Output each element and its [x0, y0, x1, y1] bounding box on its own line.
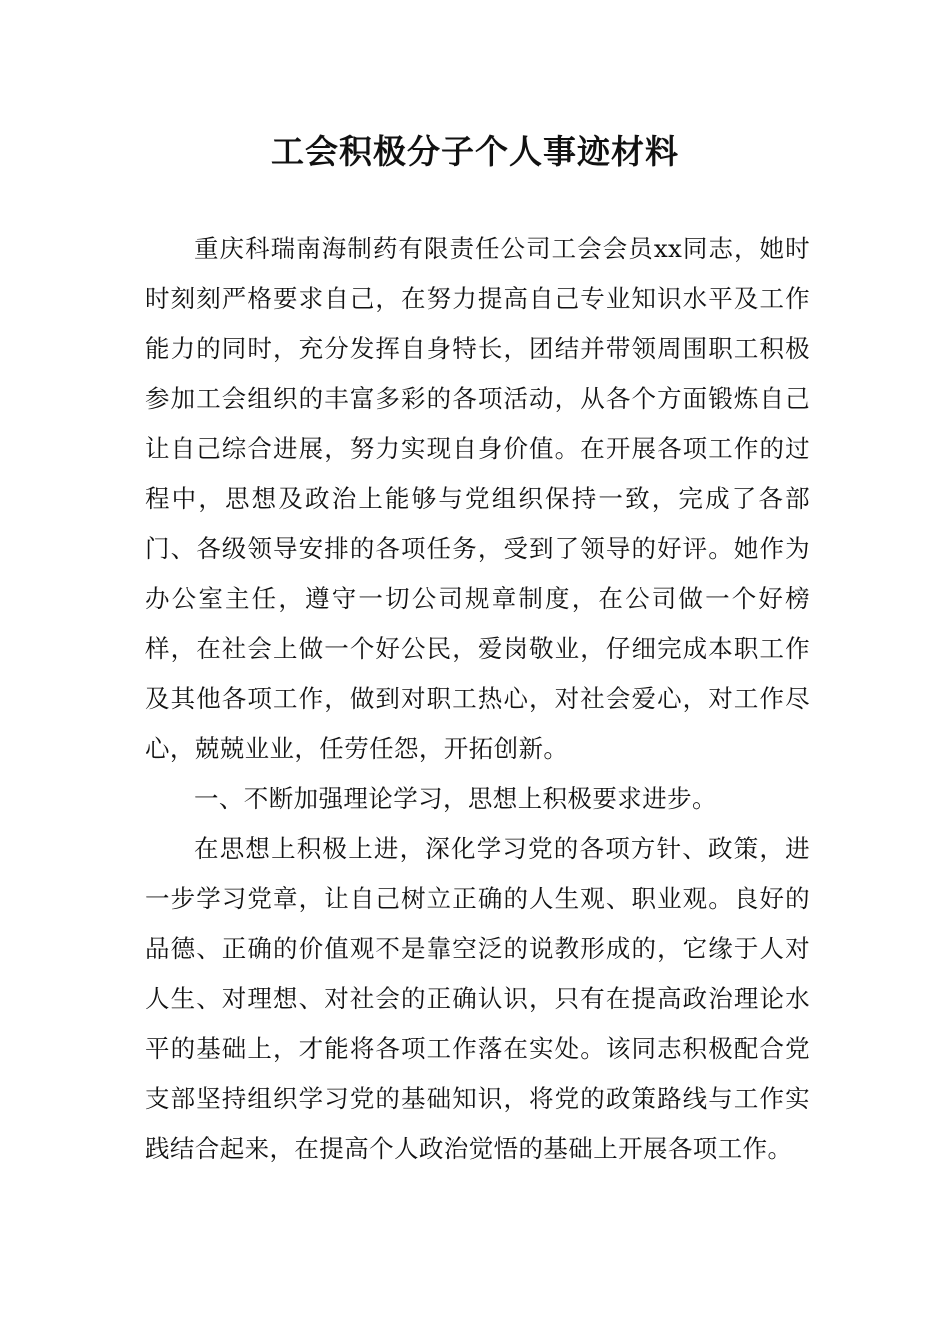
paragraph-intro: 重庆科瑞南海制药有限责任公司工会会员xx同志，她时时刻刻严格要求自己，在努力提高自己专业知识水平及工作能力的同时，充分发挥自身特长，团结并带领周围职工积极参加工会组织的丰富多彩的各项活动，从各个方面锻炼自己让自己综合进展，努力实现自身价值。在开展各项工作的过程中，思想及政治上能够与党组织保持一致，完成了各部门、各级领导安排的各项任务，受到了领导的好评。她作为办公室主任，遵守一切公司规章制度，在公司做一个好榜样，在社会上做一个好公民，爱岗敬业，仔细完成本职工作及其他各项工作，做到对职工热心，对社会爱心，对工作尽心，兢兢业业，任劳任怨，开拓创新。	[145, 234, 810, 763]
section-heading-1: 一、不断加强理论学习，思想上积极要求进步。	[194, 784, 717, 813]
document-title: 工会积极分子个人事迹材料	[271, 132, 679, 171]
paragraph-section-1: 在思想上积极上进，深化学习党的各项方针、政策，进一步学习党章，让自己树立正确的人生观、职业观。良好的品德、正确的价值观不是靠空泛的说教形成的，它缘于人对人生、对理想、对社会的正确认识，只有在提高政治理论水平的基础上，才能将各项工作落在实处。该同志积极配合党支部坚持组织学习党的基础知识，将党的政策路线与工作实践结合起来，在提高个人政治觉悟的基础上开展各项工作。	[145, 834, 810, 1163]
document-body	[145, 224, 810, 1174]
